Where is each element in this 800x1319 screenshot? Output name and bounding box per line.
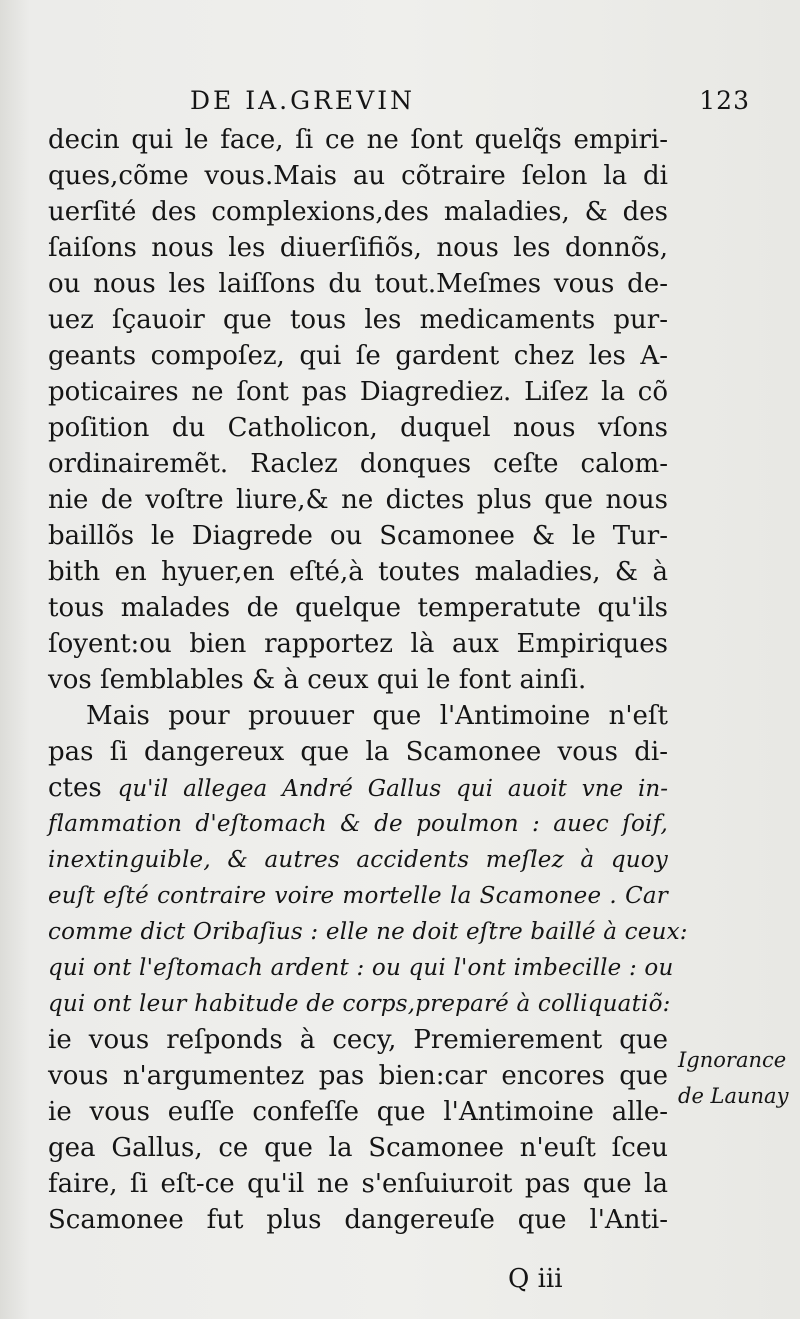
text-line-mixed — [48, 770, 668, 806]
italic-quote-line: euſt eſté contraire voire mortelle la Scamonee . Car — [48, 883, 668, 909]
text-line: uerſité des complexions,des maladies, & des — [48, 197, 668, 227]
text-line: decin qui le face, ſi ce ne ſont quelq̃s empiri- — [48, 125, 668, 155]
text-line: Mais pour prouuer que l'Antimoine n'eſt — [86, 701, 668, 731]
text-line: ques,cõme vous.Mais au cõtraire ſelon la di — [48, 161, 668, 191]
text-line: faire, ſi eſt-ce qu'il ne s'enſuiuroit pas que la — [48, 1169, 668, 1199]
text-line: ſoyent:ou bien rapportez là aux Empiriques — [48, 629, 668, 659]
running-title: DE IA.GREVIN — [190, 86, 415, 115]
margin-note-line: de Launay — [678, 1084, 789, 1108]
margin-note — [678, 1042, 798, 1114]
italic-fragment: qu'il allegea André Gallus qui auoit vne in- — [117, 776, 668, 802]
italic-quote-line: qui ont leur habitude de corps,preparé à colliquatiõ: — [48, 991, 671, 1017]
signature-mark: Q iii — [508, 1264, 563, 1294]
text-line: ſaiſons nous les diuerſifiõs, nous les donnõs, — [48, 233, 668, 263]
roman-fragment: ctes — [48, 773, 118, 803]
italic-quote-line: flammation d'eſtomach & de poulmon : auec ſoif, — [48, 811, 668, 837]
italic-quote-line: comme dict Oribaſius : elle ne doit eſtre baillé à ceux: — [48, 919, 688, 945]
text-line: tous malades de quelque temperatute qu'ils — [48, 593, 668, 623]
text-line: poticaires ne ſont pas Diagrediez. Liſez la cõ — [48, 377, 668, 407]
text-line: poſition du Catholicon, duquel nous vſons — [48, 413, 668, 443]
text-line: bith en hyuer,en eſté,à toutes maladies, & à — [48, 557, 668, 587]
text-line: Scamonee fut plus dangereuſe que l'Anti- — [48, 1205, 668, 1235]
page-number: 123 — [699, 86, 750, 115]
margin-note-line: Ignorance — [678, 1048, 787, 1072]
body-text — [48, 122, 688, 1238]
italic-quote-line: inextinguible, & autres accidents meſlez à quoy — [48, 847, 668, 873]
text-line: ie vous reſponds à cecy, Premierement que — [48, 1025, 668, 1055]
text-line: geants compoſez, qui ſe gardent chez les A- — [48, 341, 668, 371]
text-line: uez ſçauoir que tous les medicaments pur- — [48, 305, 668, 335]
italic-quote-line: qui ont l'eſtomach ardent : ou qui l'ont imbecille : ou — [48, 955, 674, 981]
text-line: vos ſemblables & à ceux qui le font ainſi. — [48, 665, 587, 695]
text-line: ordinairemẽt. Raclez donques ceſte calom- — [48, 449, 668, 479]
text-line: gea Gallus, ce que la Scamonee n'euſt ſceu — [48, 1133, 668, 1163]
text-line: pas ſi dangereux que la Scamonee vous di- — [48, 737, 668, 767]
text-line: ie vous euſſe confeſſe que l'Antimoine alle- — [48, 1097, 668, 1127]
text-line: ou nous les laiſſons du tout.Meſmes vous de- — [48, 269, 668, 299]
text-line: nie de voſtre liure,& ne dictes plus que nous — [48, 485, 668, 515]
text-line: baillõs le Diagrede ou Scamonee & le Tur- — [48, 521, 668, 551]
text-line: vous n'argumentez pas bien:car encores que — [48, 1061, 668, 1091]
